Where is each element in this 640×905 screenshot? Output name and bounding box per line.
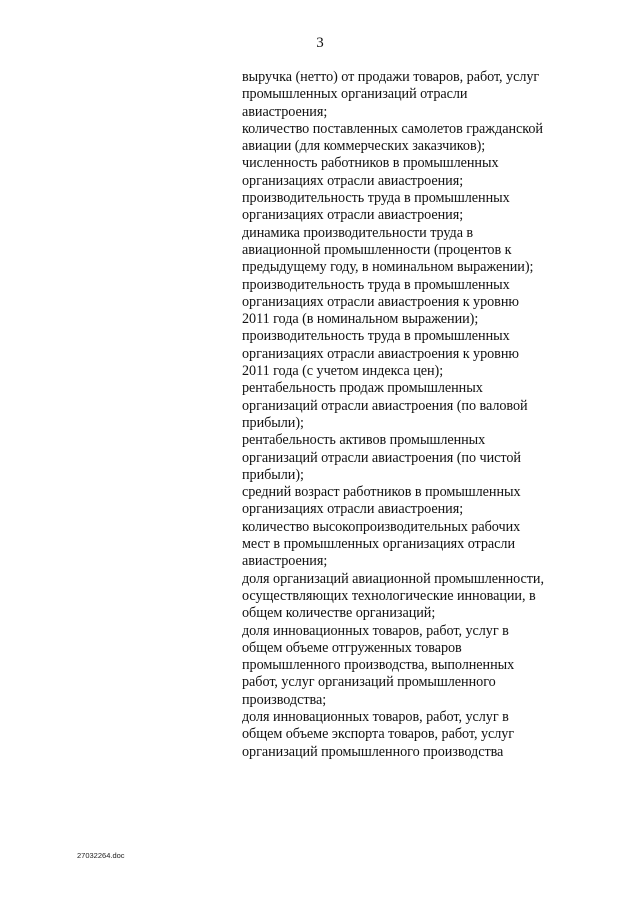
indicator-item: [242, 432, 582, 484]
indicator-line: количество высокопроизводительных рабочих: [242, 518, 521, 535]
indicator-line: общем количестве организаций;: [242, 605, 436, 622]
indicator-item: [242, 328, 582, 380]
document-file-code: 27032264.doc: [77, 851, 125, 860]
indicator-line: организациях отрасли авиастроения;: [242, 172, 464, 189]
indicator-line: промышленного производства, выполненных: [242, 657, 515, 674]
page-number: 3: [316, 35, 324, 51]
indicator-line: рентабельность активов промышленных: [242, 432, 486, 449]
indicator-line: доля инновационных товаров, работ, услуг в: [242, 622, 509, 639]
indicator-line: производства;: [242, 691, 327, 708]
indicator-line: средний возраст работников в промышленных: [242, 484, 521, 501]
indicator-line: авиации (для коммерческих заказчиков);: [242, 138, 486, 155]
document-body: [242, 69, 582, 761]
indicator-line: осуществляющих технологические инновации, в: [242, 587, 536, 604]
indicator-item: [242, 571, 582, 623]
indicator-line: мест в промышленных организациях отрасли: [242, 536, 515, 553]
indicator-line: производительность труда в промышленных: [242, 190, 510, 207]
indicator-item: [242, 709, 582, 761]
indicator-line: авиационной промышленности (процентов к: [242, 241, 512, 258]
indicator-item: [242, 121, 582, 156]
indicator-line: общем объеме экспорта товаров, работ, услуг: [242, 726, 515, 743]
indicator-line: производительность труда в промышленных: [242, 328, 510, 345]
indicator-line: организациях отрасли авиастроения;: [242, 501, 464, 518]
indicator-line: авиастроения;: [242, 553, 328, 570]
indicator-item: [242, 225, 582, 277]
indicator-line: промышленных организаций отрасли: [242, 86, 468, 103]
indicator-line: численность работников в промышленных: [242, 155, 499, 172]
indicator-line: предыдущему году, в номинальном выражении);: [242, 259, 534, 276]
indicator-line: организациях отрасли авиастроения к уровню: [242, 293, 519, 310]
indicator-line: выручка (нетто) от продажи товаров, работ, услуг: [242, 69, 540, 85]
indicator-item: [242, 190, 582, 225]
indicator-line: прибыли);: [242, 466, 304, 483]
indicator-line: рентабельность продаж промышленных: [242, 380, 483, 397]
indicator-item: [242, 380, 582, 432]
indicator-item: [242, 623, 582, 709]
indicator-line: 2011 года (в номинальном выражении);: [242, 311, 479, 328]
indicator-line: организаций отрасли авиастроения (по валовой: [242, 397, 528, 414]
indicator-line: организаций отрасли авиастроения (по чистой: [242, 449, 521, 466]
indicator-item: [242, 484, 582, 519]
indicator-line: доля организаций авиационной промышленности,: [242, 570, 544, 587]
indicator-line: 2011 года (с учетом индекса цен);: [242, 363, 444, 380]
indicator-item: [242, 69, 582, 121]
indicator-item: [242, 519, 582, 571]
indicator-line: доля инновационных товаров, работ, услуг в: [242, 708, 509, 725]
indicator-line: производительность труда в промышленных: [242, 276, 510, 293]
indicator-line: прибыли);: [242, 414, 304, 431]
indicator-line: динамика производительности труда в: [242, 224, 474, 241]
indicator-line: общем объеме отгруженных товаров: [242, 639, 462, 656]
indicator-line: организациях отрасли авиастроения к уровню: [242, 345, 519, 362]
indicator-line: организаций промышленного производства: [242, 743, 504, 760]
indicator-line: количество поставленных самолетов гражданской: [242, 120, 543, 137]
indicator-line: организациях отрасли авиастроения;: [242, 207, 464, 224]
indicator-item: [242, 277, 582, 329]
indicator-line: работ, услуг организаций промышленного: [242, 674, 496, 691]
indicator-item: [242, 155, 582, 190]
indicator-line: авиастроения;: [242, 103, 328, 120]
